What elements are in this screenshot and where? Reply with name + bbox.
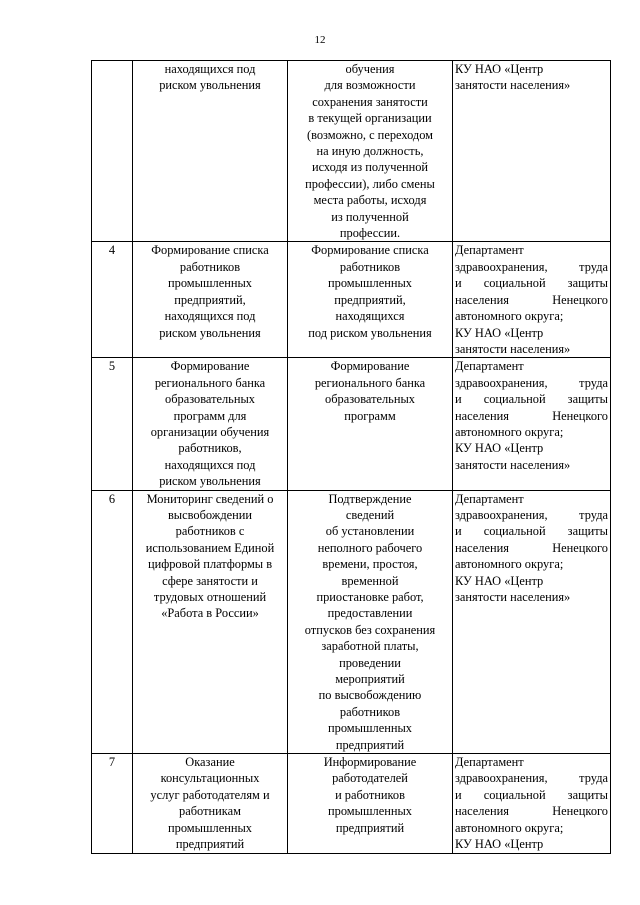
cell-line: предприятий: [175, 837, 245, 852]
cell-line: населения Ненецкого: [455, 540, 608, 555]
cell-line: обучения: [345, 62, 395, 76]
cell-line: находящихся под: [164, 309, 256, 324]
cell-line: неполного рабочего: [317, 540, 423, 555]
cell-line: предприятий,: [334, 292, 406, 307]
cell-line: Оказание: [185, 755, 235, 770]
cell-line: здравоохранения, труда: [455, 771, 608, 786]
cell-line: Мониторинг сведений о: [146, 491, 274, 506]
activity-cell: [133, 754, 288, 853]
cell-line: высвобождении: [167, 507, 253, 522]
cell-line: промышленных: [328, 721, 412, 736]
cell-line: риском увольнения: [159, 474, 261, 489]
cell-line: временной: [341, 573, 399, 588]
cell-line: Подтверждение: [328, 491, 412, 506]
cell-line: Департамент: [455, 243, 524, 258]
row-number-cell: 4: [92, 242, 133, 358]
cell-line: населения Ненецкого: [455, 292, 608, 307]
measures-table: [91, 60, 611, 854]
cell-line: консультационных: [160, 771, 260, 786]
activity-cell: [133, 490, 288, 754]
cell-line: предприятий: [335, 737, 405, 752]
table-row: [92, 242, 611, 358]
cell-line: мероприятий: [335, 672, 405, 687]
activity-cell: [133, 242, 288, 358]
cell-line: трудовых отношений: [153, 590, 267, 604]
cell-line: Департамент: [455, 359, 524, 374]
cell-line: занятости населения»: [455, 78, 571, 93]
cell-line: автономного округа;: [455, 309, 564, 324]
cell-line: здравоохранения, труда: [455, 375, 608, 390]
result-cell: [288, 242, 453, 358]
row-number-cell: 6: [92, 490, 133, 754]
cell-line: профессии), либо смены: [305, 176, 435, 191]
cell-line: автономного округа;: [455, 557, 564, 572]
cell-line: и социальной защиты: [455, 787, 608, 802]
cell-line: КУ НАО «Центр: [455, 62, 544, 76]
cell-line: КУ НАО «Центр: [455, 573, 544, 588]
cell-line: Департамент: [455, 491, 524, 506]
cell-line: проведении: [339, 655, 401, 670]
activity-cell: [133, 61, 288, 242]
table-row: [92, 754, 611, 853]
cell-line: населения Ненецкого: [455, 804, 608, 819]
cell-line: места работы, исходя: [313, 193, 427, 208]
cell-line: риском увольнения: [159, 78, 261, 93]
cell-line: и социальной защиты: [455, 524, 608, 539]
cell-line: заработной платы,: [321, 639, 419, 654]
cell-line: КУ НАО «Центр: [455, 441, 544, 456]
table-row: [92, 358, 611, 490]
cell-line: предоставлении: [327, 606, 413, 621]
cell-line: промышленных: [328, 276, 412, 291]
cell-line: Формирование списка: [151, 243, 269, 258]
cell-line: здравоохранения, труда: [455, 259, 608, 274]
cell-line: (возможно, с переходом: [306, 127, 434, 142]
cell-line: промышленных: [168, 820, 252, 835]
cell-line: Формирование: [170, 359, 250, 374]
responsible-cell: [453, 358, 611, 490]
responsible-cell: [453, 490, 611, 754]
cell-line: работников: [179, 259, 241, 274]
cell-line: работникам: [179, 804, 241, 819]
cell-line: риском увольнения: [159, 325, 261, 340]
cell-line: и работников: [335, 787, 405, 802]
responsible-cell: [453, 61, 611, 242]
cell-line: образовательных: [165, 392, 255, 407]
result-cell: [288, 61, 453, 242]
cell-line: регионального банка: [154, 375, 266, 390]
cell-line: образовательных: [325, 392, 415, 407]
cell-line: услуг работодателям и: [150, 787, 270, 802]
cell-line: работников: [339, 704, 401, 719]
cell-line: организации обучения: [150, 424, 270, 439]
activity-cell: [133, 358, 288, 490]
cell-line: промышленных: [328, 804, 412, 819]
cell-line: из полученной: [331, 209, 409, 224]
cell-line: находящихся под: [164, 62, 256, 76]
table-row: [92, 490, 611, 754]
table-body: [92, 61, 611, 854]
cell-line: регионального банка: [314, 375, 426, 390]
cell-line: сохранения занятости: [312, 94, 428, 109]
cell-line: сведений: [345, 507, 395, 522]
cell-line: Формирование списка: [311, 243, 429, 258]
row-number-cell: 7: [92, 754, 133, 853]
cell-line: Формирование: [330, 359, 410, 374]
cell-line: исходя из полученной: [311, 160, 429, 175]
cell-line: под риском увольнения: [308, 325, 432, 340]
cell-line: для возможности: [324, 78, 416, 93]
cell-line: работников,: [178, 441, 242, 456]
cell-line: цифровой платформы в: [147, 557, 273, 572]
cell-line: работников: [339, 259, 401, 274]
page-number: 12: [314, 34, 326, 46]
cell-line: отпусков без сохранения: [304, 622, 436, 637]
cell-line: работодателей: [332, 771, 408, 786]
responsible-cell: [453, 754, 611, 853]
cell-line: предприятий: [335, 820, 405, 835]
result-cell: [288, 490, 453, 754]
cell-line: КУ НАО «Центр: [455, 837, 544, 852]
cell-line: и социальной защиты: [455, 276, 608, 291]
cell-line: здравоохранения, труда: [455, 507, 608, 522]
cell-line: автономного округа;: [455, 424, 564, 439]
cell-line: КУ НАО «Центр: [455, 325, 544, 340]
row-number-cell: 5: [92, 358, 133, 490]
cell-line: программ: [344, 408, 396, 423]
cell-line: предприятий,: [174, 292, 246, 307]
cell-line: «Работа в России»: [161, 606, 259, 621]
cell-line: Информирование: [323, 755, 417, 770]
cell-line: находящихся: [335, 309, 405, 324]
result-cell: [288, 754, 453, 853]
cell-line: Департамент: [455, 755, 524, 770]
cell-line: занятости населения»: [455, 590, 571, 604]
cell-line: автономного округа;: [455, 820, 564, 835]
cell-line: занятости населения»: [455, 341, 571, 356]
result-cell: [288, 358, 453, 490]
responsible-cell: [453, 242, 611, 358]
cell-line: сфере занятости и: [162, 573, 258, 588]
cell-line: занятости населения»: [455, 457, 571, 472]
row-number-cell: [92, 61, 133, 242]
cell-line: и социальной защиты: [455, 392, 608, 407]
cell-line: профессии.: [339, 226, 401, 241]
cell-line: об установлении: [325, 524, 415, 539]
cell-line: по высвобождению: [318, 688, 422, 703]
cell-line: на иную должность,: [316, 144, 424, 159]
cell-line: находящихся под: [164, 457, 256, 472]
cell-line: промышленных: [168, 276, 252, 291]
cell-line: в текущей организации: [308, 111, 432, 126]
cell-line: использованием Единой: [145, 540, 275, 555]
cell-line: работников с: [175, 524, 245, 539]
cell-line: населения Ненецкого: [455, 408, 608, 423]
cell-line: времени, простоя,: [322, 557, 418, 572]
table-row: [92, 61, 611, 242]
cell-line: программ для: [173, 408, 247, 423]
cell-line: приостановке работ,: [316, 590, 424, 604]
